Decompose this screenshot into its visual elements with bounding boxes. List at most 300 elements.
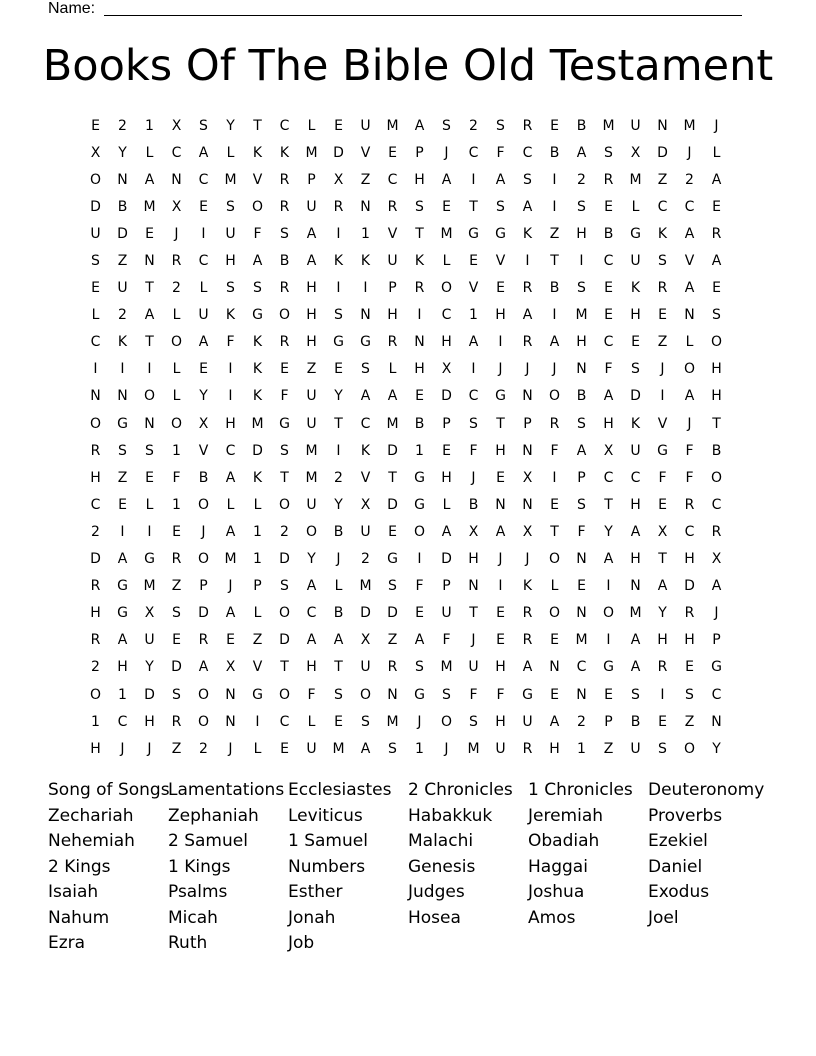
grid-letter: U (360, 523, 371, 540)
grid-letter: L (253, 740, 262, 757)
grid-row (82, 518, 730, 545)
grid-row (82, 275, 730, 302)
grid-letter: A (711, 578, 722, 595)
grid-letter: O (89, 171, 102, 188)
grid-letter: L (307, 117, 316, 134)
grid-letter: A (117, 551, 128, 568)
grid-letter: X (360, 496, 371, 513)
grid-letter: K (225, 307, 236, 324)
grid-letter: G (414, 469, 425, 486)
grid-letter: H (225, 253, 236, 270)
grid-letter: 1 (145, 117, 154, 134)
grid-letter: A (333, 632, 344, 649)
grid-letter: D (441, 551, 452, 568)
grid-letter: U (630, 117, 641, 134)
grid-letter: D (90, 198, 101, 215)
grid-letter: F (469, 686, 478, 703)
grid-letter: R (657, 280, 668, 297)
grid-letter: S (172, 686, 181, 703)
grid-letter: S (523, 171, 532, 188)
grid-letter: E (658, 713, 667, 730)
grid-letter: Z (684, 713, 695, 730)
grid-letter: V (657, 415, 668, 432)
grid-letter: H (495, 442, 506, 459)
grid-letter: H (684, 632, 695, 649)
grid-letter: R (171, 551, 182, 568)
grid-row (82, 220, 730, 247)
grid-letter: M (683, 117, 696, 134)
grid-letter: Z (171, 740, 182, 757)
grid-letter: N (549, 659, 560, 676)
grid-letter: D (279, 551, 290, 568)
word-list-item: Joel (648, 907, 679, 928)
grid-row (82, 708, 730, 735)
grid-letter: M (143, 578, 156, 595)
grid-letter: O (197, 686, 210, 703)
grid-letter: X (468, 523, 479, 540)
grid-letter: C (90, 334, 101, 351)
grid-letter: F (307, 686, 316, 703)
grid-letter: E (334, 361, 343, 378)
grid-letter: S (496, 198, 505, 215)
grid-letter: R (414, 280, 425, 297)
grid-letter: I (606, 632, 611, 649)
grid-row (82, 247, 730, 274)
grid-letter: T (145, 334, 154, 351)
grid-letter: S (442, 686, 451, 703)
grid-letter: I (552, 198, 557, 215)
grid-letter: H (90, 605, 101, 622)
grid-letter: Z (252, 632, 263, 649)
grid-letter: V (198, 442, 209, 459)
grid-letter: C (279, 713, 290, 730)
grid-letter: M (467, 740, 480, 757)
grid-letter: X (90, 144, 101, 161)
grid-letter: S (442, 117, 451, 134)
grid-letter: P (199, 578, 208, 595)
grid-letter: C (468, 388, 479, 405)
grid-letter: I (255, 713, 260, 730)
word-list-item: Numbers (288, 856, 366, 877)
grid-letter: K (252, 469, 263, 486)
grid-letter: C (306, 605, 317, 622)
grid-letter: S (577, 496, 586, 513)
grid-letter: Z (657, 171, 668, 188)
grid-letter: A (414, 632, 425, 649)
grid-letter: S (658, 740, 667, 757)
grid-letter: P (307, 171, 316, 188)
grid-letter: I (93, 361, 98, 378)
grid-letter: A (576, 144, 587, 161)
grid-letter: R (522, 334, 533, 351)
grid-letter: N (684, 307, 695, 324)
grid-letter: G (333, 334, 344, 351)
word-list-item: Amos (528, 907, 576, 928)
grid-letter: N (630, 578, 641, 595)
grid-letter: A (198, 659, 209, 676)
grid-letter: H (630, 307, 641, 324)
grid-letter: D (630, 388, 641, 405)
grid-letter: L (91, 307, 100, 324)
grid-letter: S (361, 713, 370, 730)
grid-letter: A (522, 198, 533, 215)
grid-letter: H (495, 659, 506, 676)
grid-letter: S (577, 280, 586, 297)
grid-letter: A (306, 225, 317, 242)
grid-letter: M (251, 415, 264, 432)
grid-letter: M (602, 117, 615, 134)
grid-letter: O (602, 605, 615, 622)
grid-letter: T (604, 496, 613, 513)
grid-letter: 2 (577, 713, 586, 730)
grid-letter: 2 (361, 551, 370, 568)
grid-letter: L (307, 713, 316, 730)
grid-row (82, 437, 730, 464)
grid-letter: B (414, 415, 425, 432)
grid-letter: F (280, 388, 289, 405)
grid-letter: S (388, 740, 397, 757)
grid-letter: A (306, 578, 317, 595)
grid-letter: M (575, 307, 588, 324)
grid-letter: E (550, 117, 559, 134)
grid-letter: A (441, 171, 452, 188)
grid-letter: P (253, 578, 262, 595)
word-list-item: Job (288, 933, 315, 953)
grid-letter: B (576, 117, 587, 134)
grid-letter: F (253, 225, 262, 242)
grid-letter: E (658, 307, 667, 324)
grid-letter: K (630, 280, 641, 297)
grid-letter: 2 (280, 523, 289, 540)
grid-letter: N (360, 198, 371, 215)
grid-letter: T (712, 415, 721, 432)
grid-letter: N (468, 578, 479, 595)
grid-letter: C (171, 144, 182, 161)
grid-letter: J (552, 361, 557, 378)
grid-letter: Y (118, 144, 127, 161)
grid-letter: H (90, 740, 101, 757)
grid-letter: U (306, 415, 317, 432)
word-list-item: Jonah (288, 907, 336, 928)
grid-letter: D (387, 442, 398, 459)
grid-letter: C (630, 469, 641, 486)
grid-letter: U (522, 713, 533, 730)
grid-letter: D (387, 496, 398, 513)
word-list-item: Exodus (648, 882, 710, 902)
grid-letter: U (630, 253, 641, 270)
grid-letter: L (253, 605, 262, 622)
grid-letter: S (280, 225, 289, 242)
grid-letter: I (660, 686, 665, 703)
grid-letter: A (144, 171, 155, 188)
grid-letter: J (120, 740, 125, 757)
grid-letter: A (684, 225, 695, 242)
grid-letter: I (363, 280, 368, 297)
word-list-item: Obadiah (528, 831, 600, 851)
grid-letter: S (658, 253, 667, 270)
grid-letter: A (198, 334, 209, 351)
grid-letter: C (711, 686, 722, 703)
grid-letter: J (228, 578, 233, 595)
grid-letter: R (522, 632, 533, 649)
grid-letter: E (280, 361, 289, 378)
grid-letter: H (225, 415, 236, 432)
grid-letter: R (279, 198, 290, 215)
grid-letter: I (579, 253, 584, 270)
grid-letter: Z (171, 578, 182, 595)
grid-letter: 1 (415, 442, 424, 459)
word-list-item: Genesis (408, 856, 476, 877)
grid-letter: E (415, 605, 424, 622)
grid-letter: A (711, 171, 722, 188)
grid-letter: I (552, 307, 557, 324)
grid-letter: H (468, 551, 479, 568)
grid-letter: 2 (118, 307, 127, 324)
grid-letter: U (90, 225, 101, 242)
grid-letter: N (576, 686, 587, 703)
word-list-item: Esther (288, 882, 343, 902)
grid-letter: N (522, 388, 533, 405)
grid-letter: O (413, 523, 426, 540)
grid-letter: G (252, 307, 263, 324)
grid-letter: P (712, 632, 721, 649)
grid-letter: I (120, 523, 125, 540)
grid-letter: R (279, 171, 290, 188)
grid-letter: M (332, 740, 345, 757)
grid-letter: P (415, 144, 424, 161)
grid-letter: H (117, 659, 128, 676)
grid-letter: A (252, 253, 263, 270)
grid-letter: X (522, 523, 533, 540)
grid-letter: M (629, 605, 642, 622)
grid-letter: U (387, 253, 398, 270)
grid-letter: E (118, 496, 127, 513)
grid-letter: Y (712, 740, 721, 757)
grid-letter: C (225, 442, 236, 459)
grid-row (82, 600, 730, 627)
word-list-item: Malachi (408, 831, 474, 851)
grid-letter: R (333, 198, 344, 215)
grid-letter: S (172, 605, 181, 622)
grid-letter: L (172, 361, 181, 378)
grid-letter: E (334, 713, 343, 730)
grid-letter: L (172, 307, 181, 324)
grid-letter: L (442, 496, 451, 513)
grid-letter: C (657, 198, 668, 215)
word-list-item: Psalms (168, 882, 228, 902)
grid-letter: V (387, 225, 398, 242)
grid-letter: C (279, 117, 290, 134)
grid-letter: T (334, 659, 343, 676)
grid-letter: A (576, 442, 587, 459)
grid-letter: D (684, 578, 695, 595)
grid-letter: G (117, 415, 128, 432)
grid-row (82, 573, 730, 600)
word-list-item: Deuteronomy (648, 780, 765, 800)
grid-letter: S (415, 198, 424, 215)
grid-letter: I (336, 280, 341, 297)
grid-letter: T (496, 415, 505, 432)
grid-letter: E (604, 280, 613, 297)
grid-letter: V (684, 253, 695, 270)
grid-letter: K (252, 144, 263, 161)
grid-letter: R (522, 605, 533, 622)
grid-letter: K (630, 415, 641, 432)
grid-letter: J (174, 225, 179, 242)
grid-row (82, 546, 730, 573)
grid-letter: Z (360, 171, 371, 188)
grid-letter: L (253, 496, 262, 513)
grid-letter: S (118, 442, 127, 459)
grid-letter: E (145, 225, 154, 242)
grid-letter: H (711, 361, 722, 378)
grid-letter: L (199, 280, 208, 297)
grid-letter: J (498, 361, 503, 378)
grid-letter: S (712, 307, 721, 324)
grid-letter: F (415, 578, 424, 595)
grid-letter: 2 (91, 523, 100, 540)
grid-letter: L (145, 144, 154, 161)
grid-letter: J (201, 523, 206, 540)
word-list-item: Ezra (48, 933, 86, 953)
grid-letter: G (522, 686, 533, 703)
grid-letter: A (117, 632, 128, 649)
grid-letter: M (305, 442, 318, 459)
grid-letter: G (279, 415, 290, 432)
grid-letter: I (147, 361, 152, 378)
grid-letter: C (603, 334, 614, 351)
word-list-item: Nahum (48, 907, 110, 928)
grid-row (82, 166, 730, 193)
word-list (48, 778, 788, 957)
grid-letter: Y (334, 388, 343, 405)
grid-letter: O (278, 605, 291, 622)
grid-letter: N (387, 686, 398, 703)
grid-letter: U (306, 496, 317, 513)
grid-letter: M (224, 551, 237, 568)
grid-letter: 1 (91, 713, 100, 730)
grid-letter: Y (145, 659, 154, 676)
grid-letter: M (629, 171, 642, 188)
grid-letter: 2 (334, 469, 343, 486)
grid-letter: S (631, 361, 640, 378)
grid-letter: H (576, 334, 587, 351)
grid-letter: R (684, 605, 695, 622)
grid-letter: H (630, 551, 641, 568)
word-list-item: Ezekiel (648, 831, 708, 851)
grid-letter: S (469, 713, 478, 730)
grid-letter: S (199, 117, 208, 134)
grid-letter: D (657, 144, 668, 161)
grid-letter: D (171, 659, 182, 676)
grid-letter: I (228, 361, 233, 378)
grid-letter: X (333, 171, 344, 188)
grid-letter: B (279, 253, 290, 270)
grid-letter: I (336, 442, 341, 459)
grid-letter: B (117, 198, 128, 215)
grid-letter: E (550, 632, 559, 649)
grid-letter: H (495, 713, 506, 730)
grid-letter: B (603, 225, 614, 242)
grid-letter: B (576, 388, 587, 405)
grid-letter: B (198, 469, 209, 486)
grid-row (82, 491, 730, 518)
grid-letter: A (360, 388, 371, 405)
grid-letter: A (657, 578, 668, 595)
grid-letter: I (552, 469, 557, 486)
grid-letter: X (198, 415, 209, 432)
grid-letter: O (278, 686, 291, 703)
grid-letter: G (495, 225, 506, 242)
word-list-item: Ruth (168, 933, 208, 953)
grid-letter: F (442, 632, 451, 649)
grid-letter: C (711, 496, 722, 513)
grid-letter: E (334, 117, 343, 134)
grid-letter: U (468, 659, 479, 676)
grid-letter: I (147, 523, 152, 540)
grid-letter: N (414, 334, 425, 351)
grid-letter: N (225, 713, 236, 730)
grid-letter: X (711, 551, 722, 568)
grid-letter: R (549, 415, 560, 432)
grid-letter: L (334, 578, 343, 595)
grid-letter: H (306, 334, 317, 351)
grid-letter: T (415, 225, 424, 242)
grid-letter: F (226, 334, 235, 351)
grid-letter: Z (549, 225, 560, 242)
grid-letter: S (577, 198, 586, 215)
grid-letter: O (548, 388, 561, 405)
grid-letter: I (498, 334, 503, 351)
grid-letter: X (630, 144, 641, 161)
grid-letter: O (197, 713, 210, 730)
grid-letter: C (90, 496, 101, 513)
grid-letter: N (171, 171, 182, 188)
word-list-item: 2 Samuel (168, 831, 248, 851)
grid-letter: E (442, 198, 451, 215)
grid-letter: H (414, 171, 425, 188)
grid-letter: A (630, 659, 641, 676)
grid-letter: A (225, 523, 236, 540)
grid-letter: S (604, 144, 613, 161)
grid-letter: V (360, 144, 371, 161)
word-list-item: Judges (408, 882, 465, 902)
grid-letter: J (471, 469, 476, 486)
grid-letter: M (305, 144, 318, 161)
grid-letter: O (170, 415, 183, 432)
word-list-item: Daniel (648, 856, 703, 877)
grid-letter: E (199, 361, 208, 378)
grid-letter: I (471, 361, 476, 378)
grid-letter: J (714, 605, 719, 622)
grid-letter: O (683, 740, 696, 757)
grid-letter: U (441, 605, 452, 622)
grid-letter: 2 (172, 280, 181, 297)
grid-letter: 1 (172, 442, 181, 459)
grid-letter: K (252, 334, 263, 351)
grid-letter: H (414, 361, 425, 378)
grid-letter: A (549, 334, 560, 351)
grid-letter: U (495, 740, 506, 757)
word-list-item: Joshua (528, 882, 585, 902)
grid-letter: P (523, 415, 532, 432)
grid-letter: A (441, 523, 452, 540)
grid-letter: U (360, 117, 371, 134)
word-list-item: Ecclesiastes (288, 780, 392, 800)
grid-letter: 1 (172, 496, 181, 513)
grid-letter: P (577, 469, 586, 486)
grid-letter: L (712, 144, 721, 161)
